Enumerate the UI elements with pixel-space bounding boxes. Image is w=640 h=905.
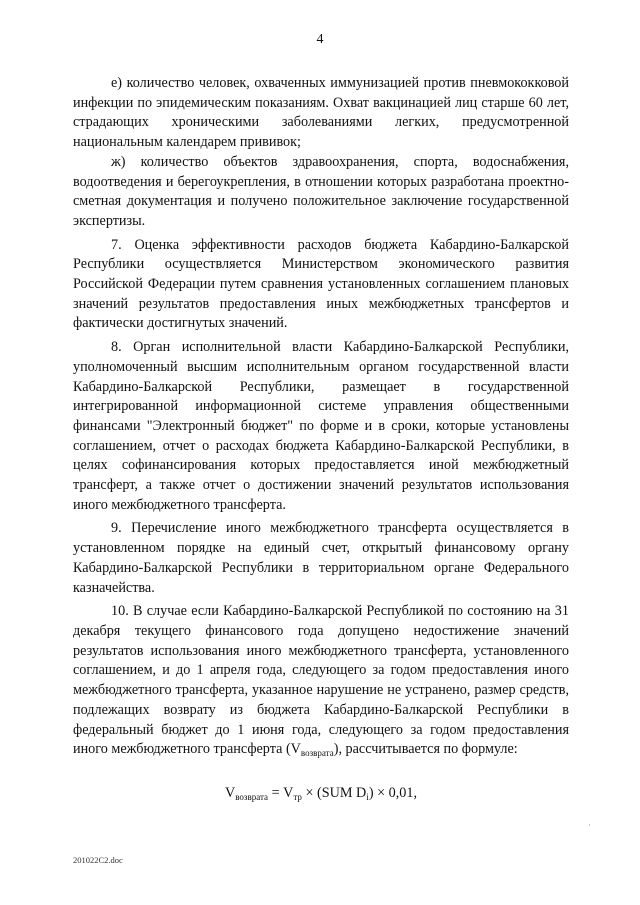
paragraph-10-subscript: возврата bbox=[300, 748, 334, 759]
paragraph-item-zh: ж) количество объектов здравоохранения, спорта, водоснабжения, водоотведения и берегоукрепления, в отношении которых разработана проектно-сметная документация и получено положительное заключение государственной экспертизы. bbox=[73, 153, 569, 229]
paragraph-item-e: е) количество человек, охваченных иммунизацией против пневмококковой инфекции по эпидемическим показаниям. Охват вакцинацией лиц старше 60 лет, страдающих хроническими заболеваниями легких, предусмотренной национальным календарем прививок; bbox=[73, 75, 569, 151]
formula-d-subscript: i bbox=[366, 791, 369, 802]
paragraph-10-text: 10. В случае если Кабардино-Балкарской Республикой по состоянию на 31 декабря текущего финансового года допущено недостижение значений результатов использования иного межбюджетного трансферта, установленного соглашением, и до 1 апреля года, следующего за годом предоставления иного межбюджетного трансферта, указанное нарушение не устранено, размер средств, подлежащих возврату из бюджета Кабардино-Балкарской Республики в федеральный бюджет до 1 июня года, следующего за годом предоставления иного межбюджетного трансферта bbox=[73, 603, 569, 758]
formula-equals: = V bbox=[268, 784, 294, 801]
formula-tr-subscript: тр bbox=[293, 791, 302, 802]
paragraph-7: 7. Оценка эффективности расходов бюджета Кабардино-Балкарской Республики осуществляется Министерством экономического развития Российской Федерации путем сравнения установленных соглашением плановых значений результатов предоставления иных межбюджетных трансфертов и фактически достигнутых значений. bbox=[73, 236, 569, 332]
formula-v-subscript: возврата bbox=[235, 791, 269, 802]
file-code-footer: 201022С2.doc bbox=[73, 855, 123, 865]
formula-v: V bbox=[224, 784, 236, 801]
paragraph-10 bbox=[73, 602, 569, 760]
page-number: 4 bbox=[316, 32, 324, 47]
paragraph-10-close: ), рассчитывается по формуле: bbox=[333, 741, 518, 758]
paragraph-8: 8. Орган исполнительной власти Кабардино-Балкарской Республики, уполномоченный высшим исполнительным органом государственной власти Кабардино-Балкарской Республики, размещает в государственной интегрированной информационной системе управления общественными финансами "Электронный бюджет" по форме и в сроки, которые установлены соглашением, отчет о расходах бюджета Кабардино-Балкарской Республики, в целях софинансирования которых предоставляется иной межбюджетный трансферт, а также отчет о достижении значений результатов использования иного межбюджетного трансферта. bbox=[73, 339, 569, 513]
document-body bbox=[73, 74, 569, 804]
paragraph-9: 9. Перечисление иного межбюджетного трансферта осуществляется в установленном порядке на единый счет, открытый финансовому органу Кабардино-Балкарской Республики в территориальном органе Федерального казначейства. bbox=[73, 520, 569, 596]
formula-sum: × (SUM D bbox=[301, 784, 367, 801]
return-formula bbox=[73, 784, 569, 804]
margin-mark: · bbox=[588, 820, 591, 830]
paragraph-10-open: (V bbox=[282, 741, 301, 758]
formula-end: ) × 0,01, bbox=[368, 784, 418, 801]
